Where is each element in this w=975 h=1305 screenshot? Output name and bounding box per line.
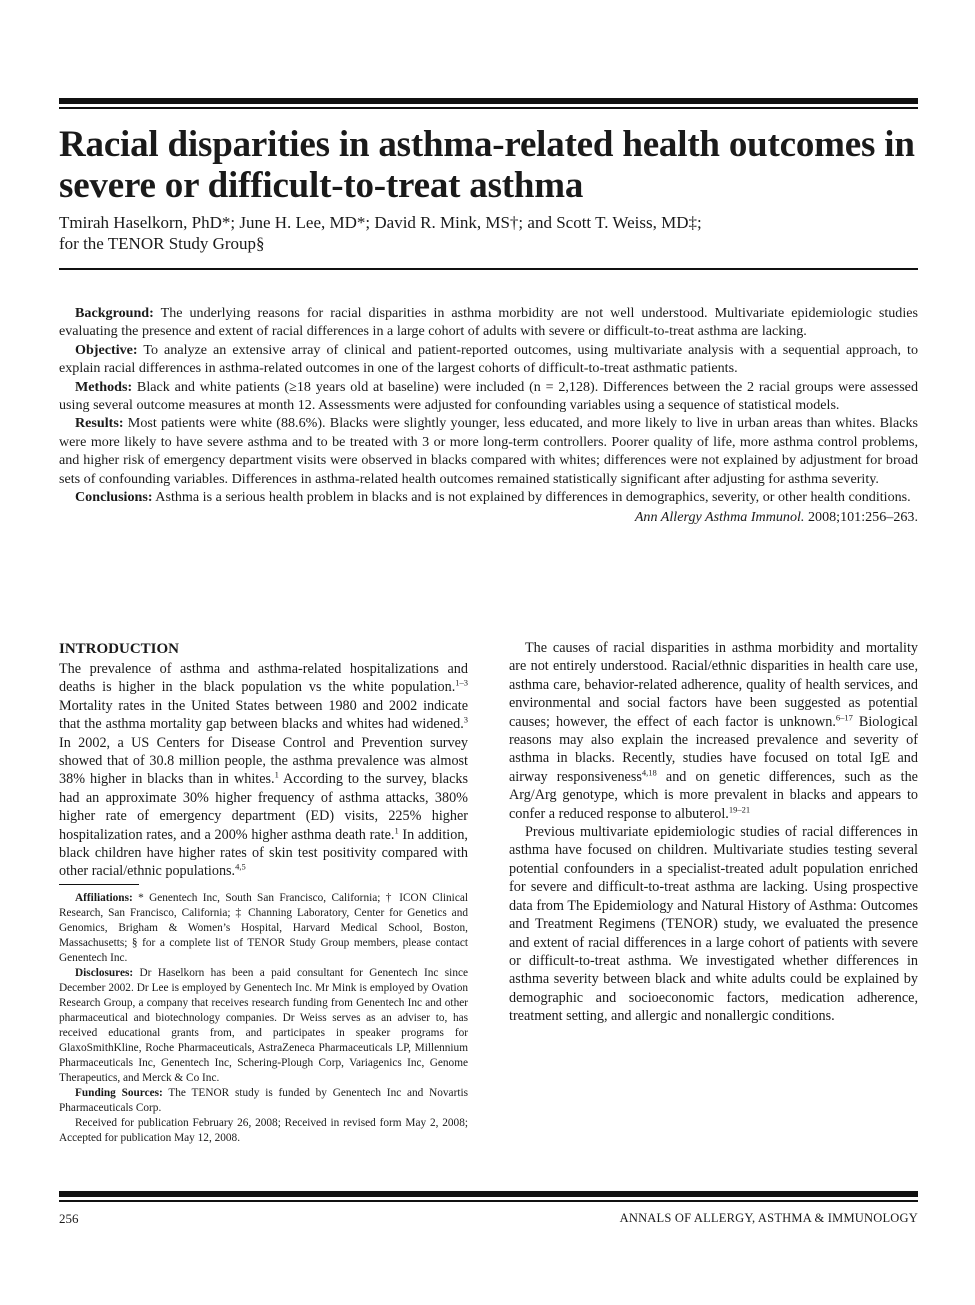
- affiliations-note: [59, 891, 468, 966]
- introduction-heading: INTRODUCTION: [59, 641, 180, 657]
- received-note: Received for publication February 26, 2008; Received in revised form May 2, 2008; Accepted for publication May 12, 2008.: [59, 1117, 468, 1144]
- abstract-objective: [59, 341, 918, 378]
- ref-superscript: 4,18: [641, 767, 657, 778]
- top-thick-rule: [59, 98, 918, 104]
- abstract-conclusions: [59, 488, 918, 506]
- intro-p2-text-a: The causes of racial disparities in asthma morbidity and mortality are not entirely understood. Racial/ethnic disparities in health care use, asthma care, behavior-related adherence, quality of health services, and environmental and social factors have been suggested as potential causes; however, the effect of each factor is unknown.: [509, 640, 918, 730]
- intro-p1-text-a: The prevalence of asthma and asthma-related hospitalizations and deaths is higher in the black population vs the white population.: [59, 661, 468, 696]
- abstract-methods-text: Black and white patients (≥18 years old at baseline) were included (n = 2,128). Differences between the 2 racial groups were assessed using several outcome measures at month 12. Assessments were adjusted for confounding variables using a sequence of statistical models.: [59, 378, 918, 414]
- funding-label: Funding Sources:: [75, 1087, 163, 1099]
- citation-details: 2008;101:256–263.: [804, 509, 918, 526]
- citation: [59, 508, 918, 526]
- intro-paragraph-1: [59, 660, 468, 881]
- authors-line-1: Tmirah Haselkorn, PhD*; June H. Lee, MD*; David R. Mink, MS†; and Scott T. Weiss, MD‡;: [59, 213, 702, 232]
- abstract-background-text: The underlying reasons for racial disparities in asthma morbidity are not well understood. Multivariate epidemiologic studies evaluating the presence and extent of racial differences in a large cohort of adults with severe or difficult-to-treat asthma are lacking.: [59, 305, 918, 340]
- abstract-background-label: Background:: [75, 305, 154, 321]
- right-column: [509, 639, 918, 1026]
- abstract-objective-label: Objective:: [75, 341, 138, 358]
- top-thin-rule: [59, 107, 918, 109]
- ref-superscript: 6–17: [835, 711, 853, 722]
- funding-text: The TENOR study is funded by Genentech Inc and Novartis Pharmaceuticals Corp.: [59, 1087, 468, 1114]
- bottom-thin-rule: [59, 1200, 918, 1202]
- intro-p2-text-b: Biological reasons may also explain the increased prevalence and severity of asthma in blacks. Recently, studies have focused on total IgE and airway responsiveness: [509, 713, 918, 785]
- ref-superscript: 1: [274, 769, 279, 780]
- disclosures-note: [59, 966, 468, 1086]
- abstract-results: [59, 414, 918, 488]
- author-list: [59, 212, 919, 254]
- ref-superscript: 19–21: [728, 803, 751, 814]
- citation-journal: Ann Allergy Asthma Immunol.: [634, 509, 805, 526]
- ref-superscript: 4,5: [235, 861, 246, 872]
- abstract-background: [59, 304, 918, 341]
- abstract-methods: [59, 378, 918, 415]
- abstract-methods-label: Methods:: [75, 378, 133, 395]
- author-separator-rule: [59, 268, 918, 270]
- journal-name: ANNALS OF ALLERGY, ASTHMA & IMMUNOLOGY: [619, 1211, 918, 1225]
- affiliations-label: Affiliations:: [75, 892, 133, 904]
- authors-line-2: for the TENOR Study Group§: [59, 234, 265, 253]
- intro-p2-text-c: and on genetic differences, such as the Arg/Arg genotype, which is more prevalent in blacks and appears to confer a reduced response to albuterol.: [509, 768, 918, 822]
- ref-superscript: 3: [463, 714, 468, 725]
- affiliations-text: * Genentech Inc, South San Francisco, California; † ICON Clinical Research, San Francisco, California; ‡ Channing Laboratory, Center for Genetics and Genomics, Brigham & Women’s Hospital, Harvard Medical School, Boston, Massachusetts; § for a complete list of TENOR Study Group members, please contact Genentech Inc.: [59, 892, 468, 964]
- footnotes: [59, 891, 468, 1146]
- ref-superscript: 1: [394, 824, 399, 835]
- bottom-thick-rule: [59, 1191, 918, 1197]
- disclosures-text: Dr Haselkorn has been a paid consultant for Genentech Inc since December 2002. Dr Lee is employed by Genentech Inc. Mr Mink is employed by Ovation Research Group, a company that receives research funding from Genentech Inc and other pharmaceutical and biotechnology companies. Dr Weiss serves as an adviser to, has received educational grants from, and participates in speaker programs for GlaxoSmithKline, Roche Pharmaceuticals, AstraZeneca Pharmaceuticals LP, Millennium Pharmaceuticals Inc, Genentech Inc, Schering-Plough Corp, Variagenics Inc, Genome Therapeutics, and Merck & Co Inc.: [59, 967, 468, 1084]
- article-title: Racial disparities in asthma-related health outcomes in severe or difficult-to-treat asthma: [59, 124, 915, 206]
- abstract-objective-text: To analyze an extensive array of clinical and patient-reported outcomes, using multivariate analysis with a sequential approach, to explain racial differences in asthma-related outcomes in one of the largest cohorts of difficult-to-treat asthmatic patients.: [59, 341, 918, 377]
- page-number: 256: [59, 1211, 79, 1226]
- intro-p1-text-b: Mortality rates in the United States between 1980 and 2002 indicate that the asthma mortality gap between blacks and whites had widened.: [59, 697, 468, 733]
- left-column: [59, 639, 468, 881]
- intro-paragraph-2: [509, 639, 918, 823]
- abstract-conclusions-label: Conclusions:: [75, 489, 153, 506]
- intro-paragraph-3: Previous multivariate epidemiologic studies of racial differences in asthma have focused on children. Multivariate studies testing several potential confounders in a specialist-treated adult population enriched for severe and difficult-to-treat asthma are lacking. Using prospective data from The Epidemiology and Natural History of Asthma: Outcomes and Treatment Regimens (TENOR) study, we evaluated the presence and extent of racial differences in a large cohort of patients with severe or difficult-to-treat asthma. We investigated whether differences in asthma severity between black and white adults could be explained by demographic and socioeconomic factors, medication adherence, treatment setting, and allergic and nonallergic conditions.: [509, 824, 918, 1025]
- intro-p1-text-e: In addition, black children have higher rates of skin test positivity compared with other racial/ethnic populations.: [59, 826, 468, 880]
- disclosures-label: Disclosures:: [75, 967, 134, 979]
- ref-superscript: 1–3: [455, 677, 468, 688]
- abstract-results-label: Results:: [75, 415, 124, 432]
- abstract: [59, 304, 918, 527]
- intro-p1-text-d: According to the survey, blacks had an approximate 30% higher frequency of asthma attacks, 380% higher rate of emergency department (ED) visits, 225% higher hospitalization rates, and a 200% higher asthma death rate.: [59, 771, 468, 843]
- abstract-conclusions-text: Asthma is a serious health problem in blacks and is not explained by differences in demographics, severity, or other health conditions.: [152, 489, 911, 506]
- footnote-rule: [59, 884, 139, 885]
- abstract-results-text: Most patients were white (88.6%). Blacks were slightly younger, less educated, and more likely to live in urban areas than whites. Blacks were more likely to have severe asthma and to be treated with 3 or more long-term controllers. Poorer quality of life, more asthma control problems, and higher risk of emergency department visits were observed in blacks compared with whites; differences were not explained by adjustment for broad sets of confounding variables. Differences in asthma-related health outcomes remained statistically significant after adjusting for asthma severity.: [59, 415, 918, 487]
- funding-note: [59, 1086, 468, 1116]
- intro-p1-text-c: In 2002, a US Centers for Disease Control and Prevention survey showed that of 30.8 million people, the asthma prevalence was almost 38% higher in blacks than in whites.: [59, 734, 468, 788]
